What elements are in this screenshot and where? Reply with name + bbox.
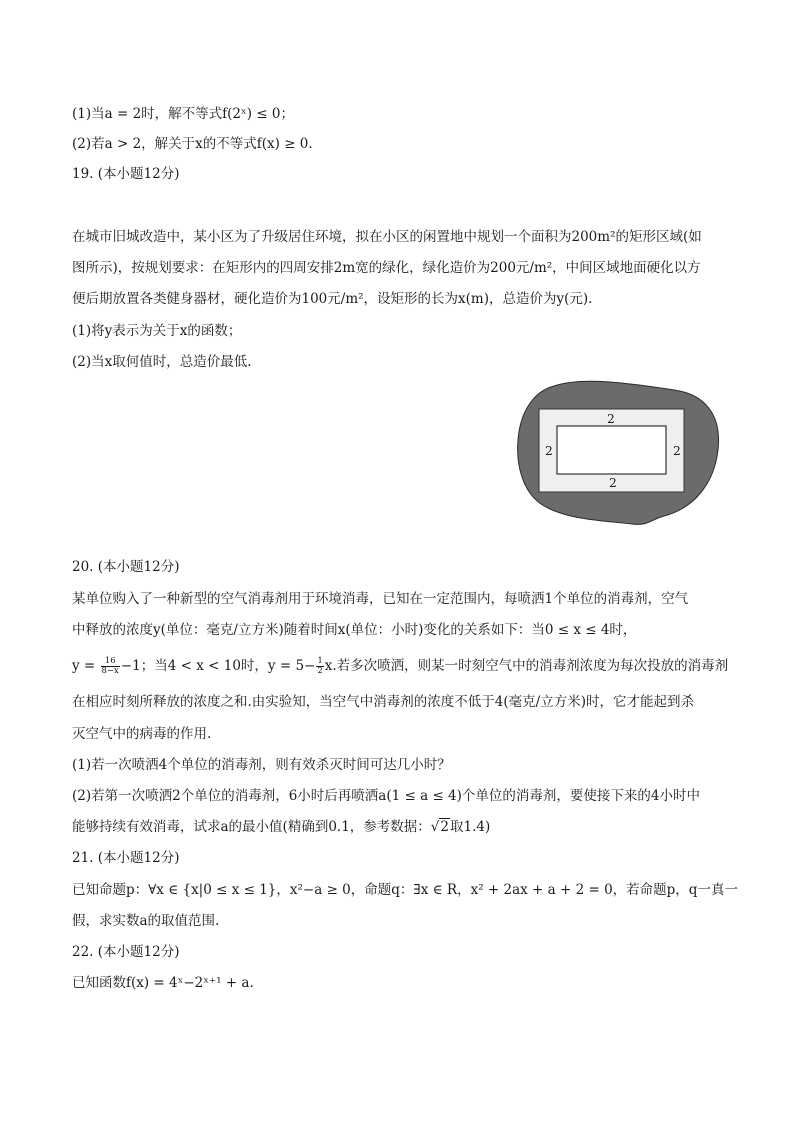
- q18-part1: (1)当a = 2时，解不等式f(2ˣ) ≤ 0；: [72, 106, 294, 122]
- q20-header: 20. (本小题12分): [72, 559, 180, 575]
- fraction-one-half: [316, 657, 323, 676]
- q19-part1: (1)将y表示为关于x的函数；: [72, 323, 242, 339]
- fraction-denominator: 8−x: [101, 666, 119, 676]
- q22-body-line1: 已知函数f(x) = 4ˣ−2ˣ⁺¹ + a.: [72, 975, 254, 991]
- q19-body-line2: 图所示)，按规划要求：在矩形内的四周安排2m宽的绿化，绿化造价为200元/m²，中间区域地面硬化以方: [72, 260, 701, 276]
- width-label-right: 2: [673, 444, 681, 458]
- formula-lhs: y =: [72, 658, 100, 674]
- q22-header: 22. (本小题12分): [72, 944, 180, 960]
- part2-text: 能够持续有效消毒，试求a的最小值(精确到0.1，参考数据：: [72, 819, 431, 835]
- q20-formula-line: [72, 656, 728, 676]
- q20-body-line5: 灭空气中的病毒的作用.: [72, 726, 212, 742]
- q20-body-line4: 在相应时刻所释放的浓度之和.由实验知，当空气中消毒剂的浓度不低于4(毫克/立方米)时，它才能起到杀: [72, 694, 694, 710]
- part2-reference: 取1.4): [450, 819, 491, 835]
- width-label-top: 2: [607, 412, 615, 426]
- formula-middle: −1；当4 < x < 10时，y = 5−: [120, 658, 316, 674]
- q20-part2-continued: [72, 817, 490, 837]
- q21-body-line1: 已知命题p：∀x ∈ {x|0 ≤ x ≤ 1}，x²−a ≥ 0，命题q：∃x ∈ R，x² + 2ax + a + 2 = 0，若命题p，q一真一: [72, 882, 738, 898]
- q18-part2: (2)若a > 2，解关于x的不等式f(x) ≥ 0.: [72, 136, 313, 152]
- q19-part2: (2)当x取何值时，总造价最低.: [72, 354, 252, 370]
- fraction-denominator: 2: [317, 666, 323, 676]
- q20-body-line2: 中释放的浓度y(单位：毫克/立方米)随着时间x(单位：小时)变化的关系如下：当0 ≤ x ≤ 4时，: [72, 622, 637, 638]
- fraction-16-over-8-minus-x: [101, 657, 120, 676]
- q19-body-line1: 在城市旧城改造中，某小区为了升级居住环境，拟在小区的闲置地中规划一个面积为200m²的矩形区域(如: [72, 229, 702, 245]
- q19-header: 19. (本小题12分): [72, 166, 180, 182]
- radicand: 2: [440, 819, 449, 835]
- sqrt-two: √2: [430, 819, 449, 835]
- q20-part2: (2)若第一次喷洒2个单位的消毒剂，6小时后再喷洒a(1 ≤ a ≤ 4)个单位的消毒剂，要使接下来的4小时中: [72, 788, 700, 804]
- q19-figure: [514, 380, 724, 526]
- fraction-numerator: 16: [101, 657, 120, 667]
- fraction-numerator: 1: [317, 656, 323, 666]
- width-label-left: 2: [545, 444, 553, 458]
- width-label-bottom: 2: [609, 476, 617, 490]
- q21-header: 21. (本小题12分): [72, 850, 180, 866]
- q21-body-line2: 假，求实数a的取值范围.: [72, 913, 220, 929]
- formula-tail: x.若多次喷洒，则某一时刻空气中的消毒剂浓度为每次投放的消毒剂: [324, 658, 729, 674]
- q20-part1: (1)若一次喷洒4个单位的消毒剂，则有效杀灭时间可达几小时？: [72, 757, 451, 773]
- q20-body-line1: 某单位购入了一种新型的空气消毒剂用于环境消毒，已知在一定范围内，每喷洒1个单位的消毒剂，空气: [72, 591, 689, 607]
- inner-rectangle: [557, 426, 666, 474]
- q19-body-line3: 便后期放置各类健身器材，硬化造价为100元/m²，设矩形的长为x(m)，总造价为y(元).: [72, 291, 593, 307]
